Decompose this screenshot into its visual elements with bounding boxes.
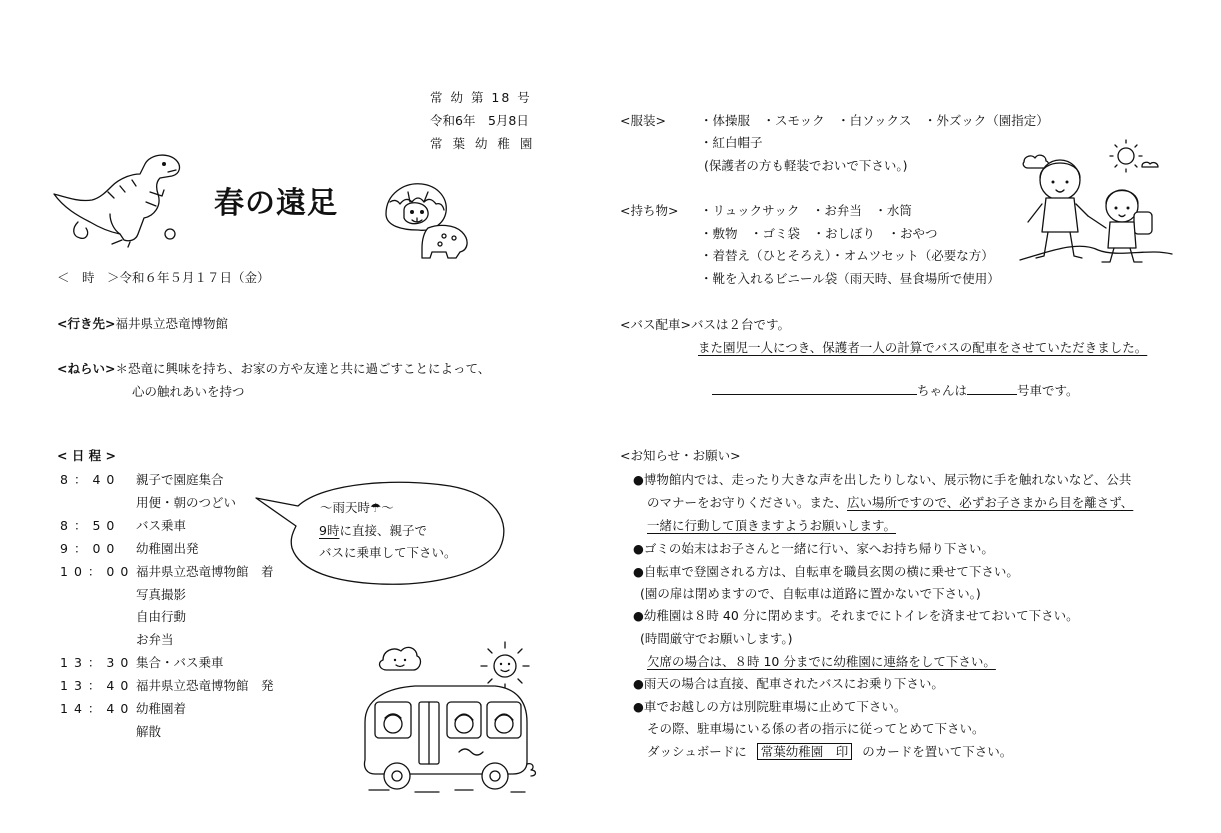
notice-6c3: のカードを置いて下さい。 xyxy=(862,744,1013,759)
notice-1a: ●博物館内では、走ったり大きな声を出したりしない、展示物に手を触れないなど、公共 xyxy=(633,472,1132,487)
school-name: 常 葉 幼 稚 園 xyxy=(430,136,536,151)
aim-line1 xyxy=(57,359,490,377)
schedule-item: 用便・朝のつどい xyxy=(136,494,237,510)
belongings-item: ・敷物 ・ゴミ袋 ・おしぼり ・おやつ xyxy=(700,225,938,241)
rain-bubble-time: 9時 xyxy=(319,523,340,538)
schedule-item: 親子で園庭集合 xyxy=(136,472,224,487)
bus-label: <バス配車> xyxy=(620,317,691,332)
page-title: 春の遠足 xyxy=(214,186,338,221)
notice-6c-line xyxy=(647,742,1012,760)
schedule-item: 幼稚園着 xyxy=(136,701,187,716)
when-value: 令和６年５月１７日（金） xyxy=(119,270,270,285)
notice-4c: 欠席の場合は、８時 10 分までに幼稚園に連絡をして下さい。 xyxy=(647,654,996,669)
clothing-label: <服装> xyxy=(620,113,666,128)
belongings-item: ・リュックサック ・お弁当 ・水筒 xyxy=(700,203,912,218)
notice-6b: その際、駐車場にいる係の者の指示に従ってとめて下さい。 xyxy=(647,721,985,736)
dinosaur-trex-icon xyxy=(50,152,190,247)
children-hiking-icon xyxy=(1018,140,1173,265)
belongings-item: ・靴を入れるビニール袋（雨天時、昼食場所で使用） xyxy=(700,270,1000,286)
bus-line2: また園児一人につき、保護者一人の計算でバスの配車をさせていただきました。 xyxy=(698,340,1148,355)
notice-3a: ●自転車で登園される方は、自転車を職員玄関の横に乗せて下さい。 xyxy=(633,564,1019,579)
schedule-item: お弁当 xyxy=(136,632,174,648)
notice-1b: のマナーをお守りください。また、 xyxy=(647,495,848,510)
clothing-line2: ・紅白帽子 xyxy=(700,135,763,150)
schedule-time: 8：40 xyxy=(60,472,121,487)
doc-number: 常 幼 第 18 号 xyxy=(430,90,532,105)
bus-fill-end: 号車です。 xyxy=(1017,383,1079,398)
triceratops-icon xyxy=(382,180,472,260)
notice-4b: (時間厳守でお願いします。) xyxy=(640,631,793,646)
notice-3b: (園の扉は閉めますので、自転車は道路に置かないで下さい。) xyxy=(640,586,981,601)
schedule-item: 福井県立恐竜博物館 着 xyxy=(136,563,274,579)
bus-number-blank[interactable] xyxy=(967,382,1017,395)
schedule-time: 14：40 xyxy=(60,701,135,716)
schedule-item: 集合・バス乗車 xyxy=(136,655,224,671)
clothing-line1: ・体操服 ・スモック ・白ソックス ・外ズック（園指定） xyxy=(700,113,1049,128)
aim-text-1: ＊恐竜に興味を持ち、お家の方や友達と共に過ごすことによって、 xyxy=(115,361,491,376)
rain-bubble-line2 xyxy=(319,521,427,539)
bus-fill-line xyxy=(712,381,1079,399)
schedule-time: 13：30 xyxy=(60,655,135,671)
schedule-time: 9：00 xyxy=(60,540,121,556)
notice-4a: ●幼稚園は８時 40 分に閉めます。それまでにトイレを済ませておいて下さい。 xyxy=(633,608,1079,623)
schedule-time: 13：40 xyxy=(60,678,135,694)
notice-1c: 広い場所ですので、必ずお子さまから目を離さず、 xyxy=(847,495,1134,510)
bus-label-line xyxy=(620,315,790,333)
rain-bubble-line3: バスに乗車して下さい。 xyxy=(319,545,457,560)
schedule-label: < 日 程 > xyxy=(57,448,117,463)
notice-6c1: ダッシュボードに xyxy=(647,744,747,759)
schedule-item: バス乗車 xyxy=(136,517,187,533)
notice-2: ●ゴミの始末はお子さんと一緒に行い、家へお持ち帰り下さい。 xyxy=(633,541,994,556)
child-name-blank[interactable] xyxy=(712,382,917,395)
sun-shape xyxy=(494,655,516,677)
destination-line xyxy=(57,314,228,332)
clothing-line3: (保護者の方も軽装でおいで下さい。) xyxy=(704,158,908,173)
schedule-time: 10：00 xyxy=(60,563,135,579)
rain-bubble-line2-rest: に直接、親子で xyxy=(339,523,427,538)
notice-1d: 一緒に行動して頂きますようお願いします。 xyxy=(647,518,897,533)
notice-6a: ●車でお越しの方は別院駐車場に止めて下さい。 xyxy=(633,699,907,714)
rain-bubble-line1: ～雨天時☂～ xyxy=(320,500,394,515)
notice-1b-line xyxy=(647,493,1133,511)
schedule-item: 幼稚園出発 xyxy=(136,540,199,556)
aim-text-2: 心の触れあいを持つ xyxy=(132,384,245,399)
schedule-item: 解散 xyxy=(136,723,162,739)
notices-label: <お知らせ・お願い> xyxy=(620,448,741,463)
doc-date: 令和6年 5月8日 xyxy=(430,113,529,128)
schedule-item: 写真撮影 xyxy=(136,586,187,602)
belongings-item: ・着替え（ひとそろえ）・オムツセット（必要な方） xyxy=(700,248,994,264)
belongings-label: <持ち物> xyxy=(620,203,679,218)
schedule-item: 自由行動 xyxy=(136,609,187,625)
kindergarten-stamp-box: 常葉幼稚園 印 xyxy=(757,743,853,760)
schedule-item: 福井県立恐竜博物館 発 xyxy=(136,678,274,694)
bus-fill-mid: ちゃんは xyxy=(917,383,968,398)
destination-label: <行き先> xyxy=(57,316,116,331)
schedule-time: 8：50 xyxy=(60,517,121,533)
notice-5: ●雨天の場合は直接、配車されたバスにお乗り下さい。 xyxy=(633,676,944,691)
bus-icon xyxy=(355,640,535,800)
destination-value: 福井県立恐竜博物館 xyxy=(115,316,228,331)
when-label: ＜ 時 ＞ xyxy=(57,270,120,285)
when-line xyxy=(57,268,270,286)
bus-line1: バスは２台です。 xyxy=(690,317,790,332)
aim-label: <ねらい> xyxy=(57,361,116,376)
